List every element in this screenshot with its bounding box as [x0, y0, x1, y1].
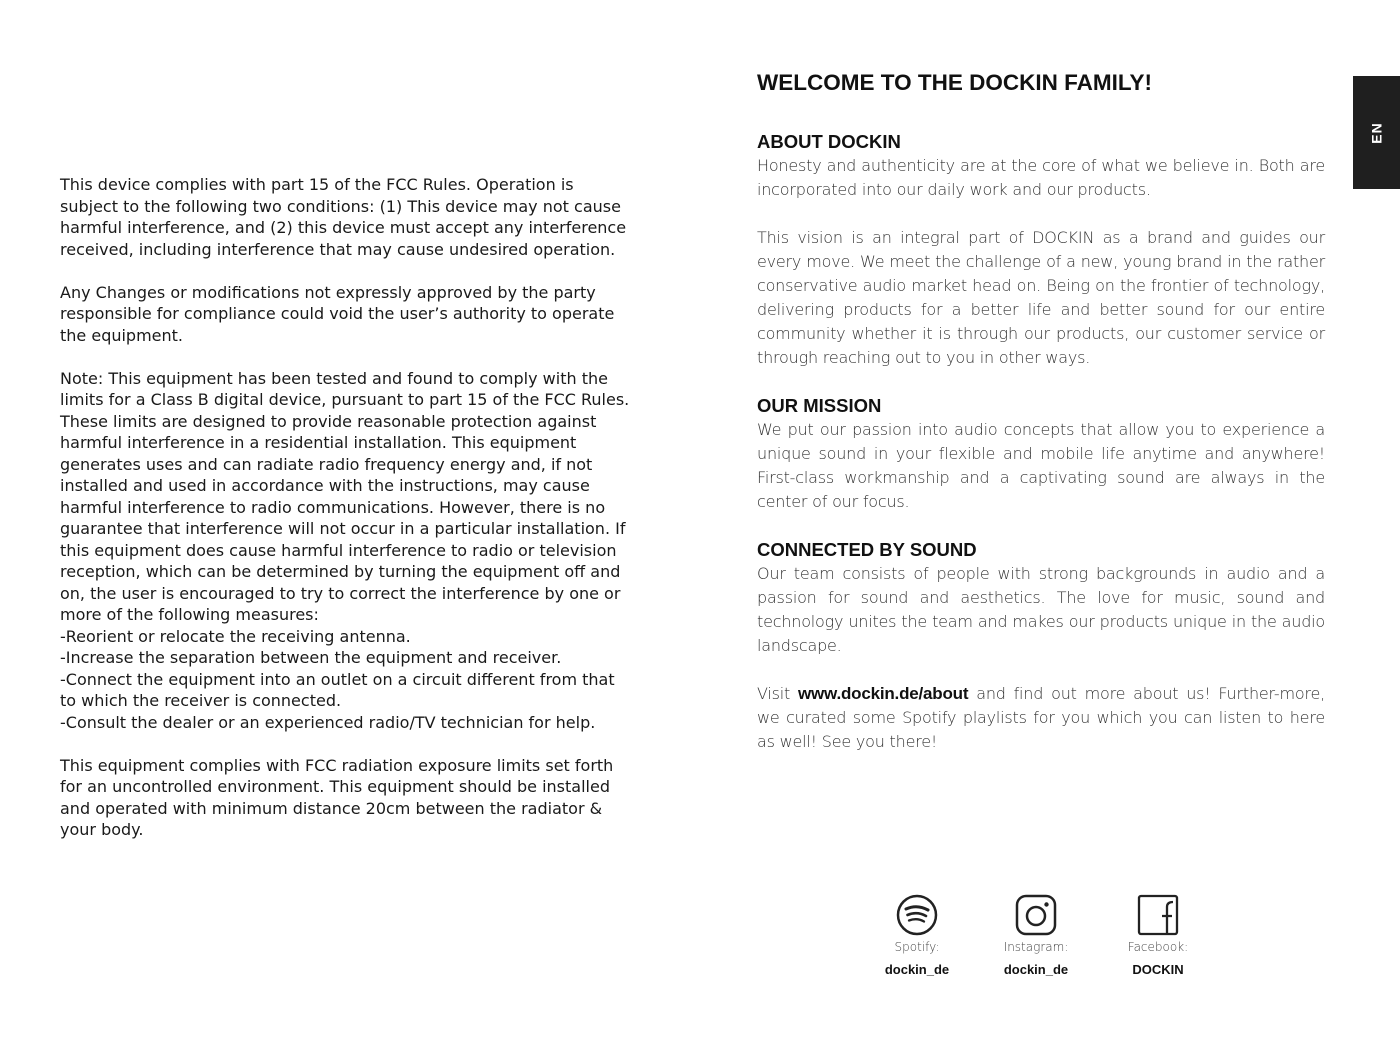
text-line: your body. — [60, 820, 144, 839]
visit-paragraph — [757, 682, 1325, 754]
social-handle: DOCKIN — [1132, 962, 1184, 977]
text-line: This equipment complies with FCC radiation exposure limits set forth — [60, 755, 614, 775]
fcc-paragraph-4 — [60, 755, 652, 841]
text-line: subject to the following two conditions: (1) This device may not cause — [60, 196, 621, 216]
text-line: to which the receiver is connected. — [60, 691, 342, 710]
language-tab-label: EN — [1368, 121, 1385, 144]
visit-suffix: and find out more about us! Further-more, we curated some Spotify playlists for you which you can listen to here as well! See you there! — [757, 684, 1325, 751]
text-line: generates uses and can radiate radio frequency energy and, if not — [60, 454, 593, 474]
mission-section — [757, 394, 1325, 514]
welcome-page — [757, 70, 1325, 754]
fcc-paragraph-2 — [60, 282, 652, 347]
text-line: this equipment does cause harmful interference to radio or television — [60, 540, 617, 560]
about-paragraph-1: Honesty and authenticity are at the core of what we believe in. Both are incorporated into our daily work and our products. — [757, 156, 1325, 199]
connected-section — [757, 538, 1325, 658]
fcc-paragraph-3 — [60, 368, 652, 734]
text-line: reception, which can be determined by turning the equipment off and — [60, 562, 621, 581]
text-line: on, the user is encouraged to try to correct the interference by one or — [60, 583, 621, 603]
text-line: -Increase the separation between the equipment and receiver. — [60, 648, 562, 667]
text-line: These limits are designed to provide reasonable protection against — [60, 411, 597, 431]
text-line: harmful interference, and (2) this device must accept any interference — [60, 218, 627, 237]
about-paragraph-2: This vision is an integral part of DOCKIN as a brand and guides our every move. We meet the challenge of a new, young brand in the rather conservative audio market head on. Being on the frontier of technology, delivering products for a better life and better sound for our entire community whether it is through our products, our customer service or through reaching out to you in other ways. — [757, 228, 1325, 367]
text-line: installed and used in accordance with the instructions, may cause — [60, 476, 590, 495]
text-line: more of the following measures: — [60, 605, 319, 624]
text-line: responsible for compliance could void the user’s authority to operate — [60, 304, 615, 323]
text-line: Note: This equipment has been tested and found to comply with the — [60, 368, 608, 388]
visit-prefix: Visit — [757, 684, 798, 703]
connected-paragraph: Our team consists of people with strong backgrounds in audio and a passion for sound and aesthetics. The love for music, sound and technology unites the team and makes our products unique in the audio landscape. — [757, 564, 1325, 655]
connected-heading: CONNECTED BY SOUND — [757, 539, 977, 560]
text-line: harmful interference in a residential installation. This equipment — [60, 433, 577, 452]
social-handle: dockin_de — [884, 962, 950, 977]
social-spotify[interactable] — [862, 892, 972, 977]
text-line: for an uncontrolled environment. This equipment should be installed — [60, 777, 610, 796]
social-label: Spotify: — [894, 940, 940, 954]
about-section — [757, 130, 1325, 370]
about-link[interactable]: www.dockin.de/about — [798, 684, 969, 703]
instagram-icon — [981, 892, 1091, 938]
text-line: received, including interference that may cause undesired operation. — [60, 239, 616, 259]
social-handle: dockin_de — [1003, 962, 1069, 977]
social-instagram[interactable] — [981, 892, 1091, 977]
text-line: limits for a Class B digital device, pursuant to part 15 of the FCC Rules. — [60, 390, 630, 409]
social-label: Instagram: — [1003, 940, 1069, 954]
language-tab — [1353, 76, 1400, 189]
text-line: -Consult the dealer or an experienced radio/TV technician for help. — [60, 712, 596, 732]
text-line: guarantee that interference will not occur in a particular installation. If — [60, 519, 626, 538]
spotify-icon — [862, 892, 972, 938]
text-line: Any Changes or modifications not expressly approved by the party — [60, 282, 596, 302]
mission-heading: OUR MISSION — [757, 395, 882, 416]
text-line: -Connect the equipment into an outlet on a circuit different from that — [60, 669, 615, 689]
fcc-paragraph-1 — [60, 174, 652, 260]
text-line: the equipment. — [60, 325, 184, 345]
mission-paragraph: We put our passion into audio concepts that allow you to experience a unique sound in your flexible and mobile life anytime and anywhere! First-class workmanship and a captivating sound are always in the center of our focus. — [757, 420, 1325, 511]
text-line: and operated with minimum distance 20cm between the radiator & — [60, 798, 603, 818]
social-facebook[interactable] — [1103, 892, 1213, 977]
page-title: WELCOME TO THE DOCKIN FAMILY! — [757, 70, 1153, 95]
about-heading: ABOUT DOCKIN — [757, 131, 901, 152]
fcc-compliance-text — [60, 174, 652, 862]
facebook-icon — [1103, 892, 1213, 938]
text-line: harmful interference to radio communications. However, there is no — [60, 497, 606, 517]
text-line: This device complies with part 15 of the FCC Rules. Operation is — [60, 175, 574, 194]
text-line: -Reorient or relocate the receiving antenna. — [60, 626, 411, 646]
social-label: Facebook: — [1127, 940, 1189, 954]
